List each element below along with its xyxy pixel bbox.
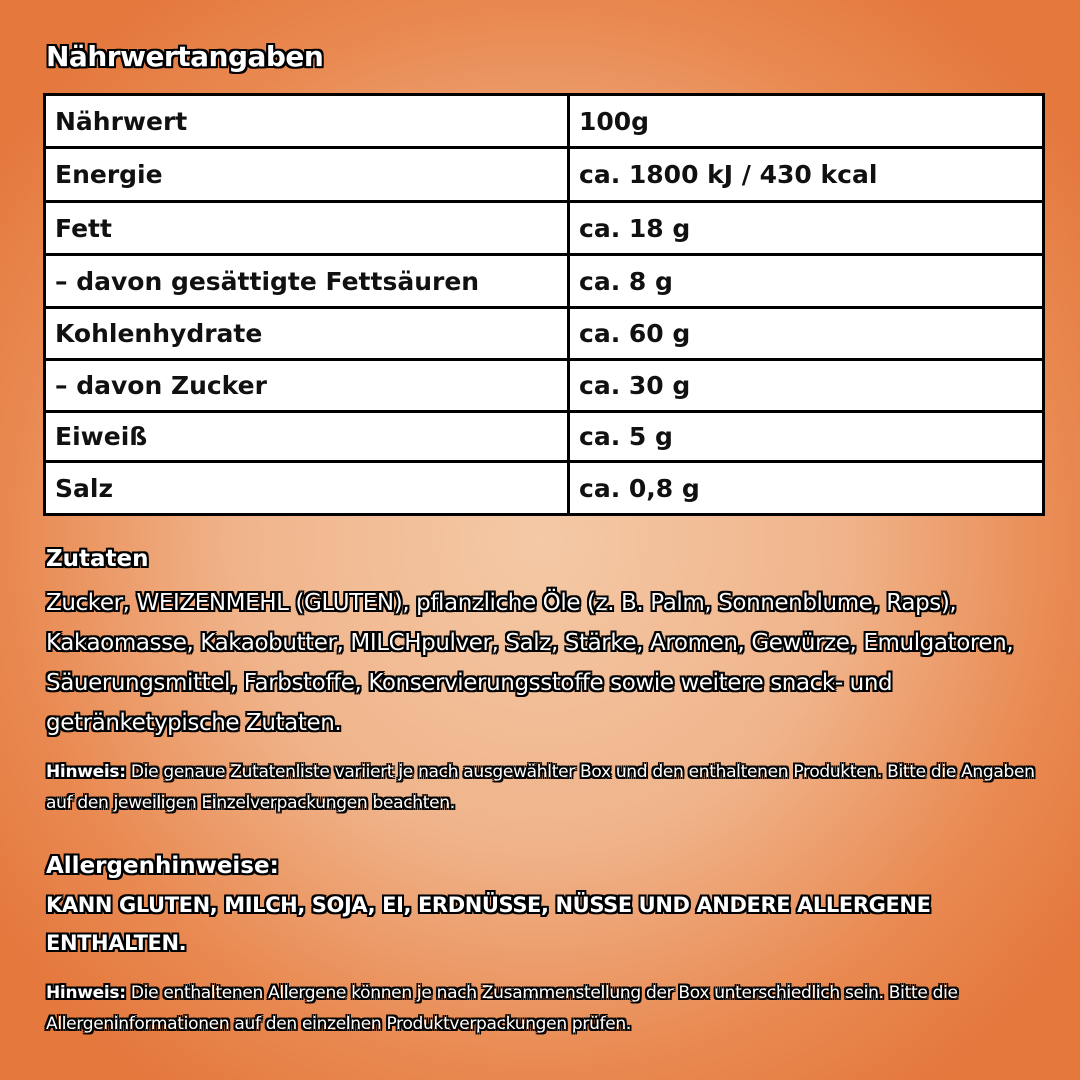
note-label: Hinweis: xyxy=(46,762,126,782)
nutrient-value: ca. 8 g xyxy=(569,255,1044,308)
ingredients-heading: Zutaten xyxy=(46,546,149,572)
nutrient-value: ca. 30 g xyxy=(569,360,1044,412)
table-row xyxy=(45,148,1044,202)
nutrient-label: Kohlenhydrate xyxy=(45,308,569,360)
table-row xyxy=(45,202,1044,255)
nutrient-label: Nährwert xyxy=(45,95,569,148)
nutrient-value: 100g xyxy=(569,95,1044,148)
nutrient-label: Energie xyxy=(45,148,569,202)
nutrient-value: ca. 5 g xyxy=(569,412,1044,462)
nutrient-label: Salz xyxy=(45,462,569,515)
allergens-heading: Allergenhinweise: xyxy=(46,853,279,879)
nutrient-label: – davon gesättigte Fettsäuren xyxy=(45,255,569,308)
note-text: Die enthaltenen Allergene können je nach Zusammenstellung der Box unterschiedlich sein. Bitte die Allergeninformationen auf den einzelnen Produktverpackungen prüfen. xyxy=(46,983,958,1034)
page-title: Nährwertangaben xyxy=(46,40,324,73)
allergen-warning: KANN GLUTEN, MILCH, SOJA, EI, ERDNÜSSE, NÜSSE UND ANDERE ALLERGENE ENTHALTEN. xyxy=(46,893,931,955)
table-row xyxy=(45,95,1044,148)
table-row xyxy=(45,462,1044,515)
note-text: Die genaue Zutatenliste variiert je nach ausgewählter Box und den enthaltenen Produkten. Bitte die Angaben auf den jeweiligen Einzelverpackungen beachten. xyxy=(46,762,1035,813)
nutrition-table xyxy=(43,93,1045,516)
allergens-note xyxy=(46,978,1046,1040)
nutrient-value: ca. 18 g xyxy=(569,202,1044,255)
note-label: Hinweis: xyxy=(46,983,126,1003)
nutrient-value: ca. 0,8 g xyxy=(569,462,1044,515)
table-row xyxy=(45,255,1044,308)
ingredients-text: Zucker, WEIZENMEHL (GLUTEN), pflanzliche Öle (z. B. Palm, Sonnenblume, Raps), Kakaomasse, Kakaobutter, MILCHpulver, Salz, Stärke, Aromen, Gewürze, Emulgatoren, Säuerungsmittel, Farbstoffe, Konservierungsstoffe sowie weitere snack- und getränketypische Zutaten. xyxy=(46,590,1014,736)
nutrient-value: ca. 1800 kJ / 430 kcal xyxy=(569,148,1044,202)
nutrient-label: Fett xyxy=(45,202,569,255)
ingredients-note xyxy=(46,757,1046,819)
nutrient-value: ca. 60 g xyxy=(569,308,1044,360)
table-row xyxy=(45,412,1044,462)
table-row xyxy=(45,360,1044,412)
nutrient-label: Eiweiß xyxy=(45,412,569,462)
table-row xyxy=(45,308,1044,360)
nutrient-label: – davon Zucker xyxy=(45,360,569,412)
